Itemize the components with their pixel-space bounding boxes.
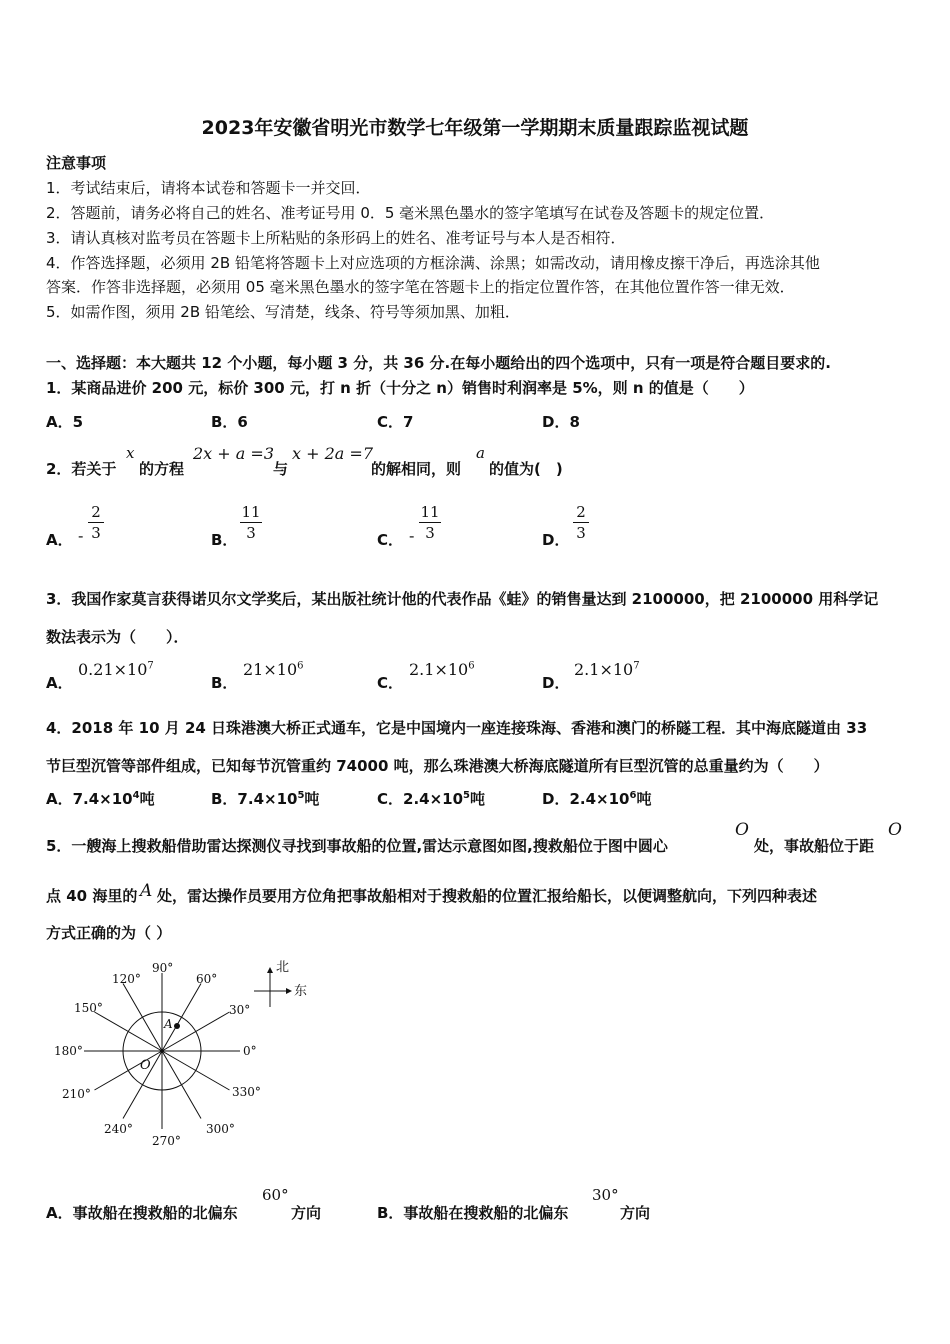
exponent: 6 <box>297 660 304 672</box>
q2-var-x: x <box>126 444 135 462</box>
q3-option-a-value <box>78 660 154 679</box>
question-1-stem: 1．某商品进价 200 元，标价 300 元，打 n 折（十分之 n）销售时利润率是 5%，则 n 的值是（ ） <box>46 379 754 397</box>
ray-210 <box>95 1051 163 1090</box>
q5-option-b-text: B．事故船在搜救船的北偏东 <box>377 1204 569 1222</box>
question-5-stem: 处，雷达操作员要用方位角把事故船相对于搜救船的位置汇报给船长，以便调整航向，下列四种表述 <box>157 887 818 905</box>
q2-stem-part: 的值为( ) <box>489 460 563 478</box>
angle-label: 0° <box>243 1044 257 1058</box>
ray-120 <box>123 984 162 1052</box>
q5-var-o: O <box>735 820 749 840</box>
denominator: 3 <box>425 524 435 542</box>
center-o-label: O <box>140 1058 151 1073</box>
base: 0.21×10 <box>78 660 148 679</box>
q2-option-a-fraction <box>88 503 104 542</box>
q2-option-d-label: D． <box>542 531 570 549</box>
unit: 吨 <box>636 790 652 808</box>
q1-option-d: D．8 <box>542 413 580 431</box>
exponent: 5 <box>463 790 470 801</box>
denominator: 3 <box>246 524 256 542</box>
point-a-label: A <box>164 1017 173 1031</box>
point-a-dot <box>174 1023 180 1029</box>
option-text: A．7.4×10 <box>46 790 133 808</box>
q5-option-a-direction: 方向 <box>291 1204 322 1222</box>
numerator: 11 <box>420 503 440 521</box>
q2-var-a: a <box>476 444 485 462</box>
radar-diagram <box>40 955 330 1155</box>
angle-label: 60° <box>196 972 218 986</box>
numerator: 11 <box>241 503 261 521</box>
option-text: D．2.4×10 <box>542 790 630 808</box>
ray-150 <box>95 1012 163 1051</box>
q1-option-c: C．7 <box>377 413 414 431</box>
question-3-stem: 3．我国作家莫言获得诺贝尔文学奖后，某出版社统计他的代表作品《蛙》的销售量达到 2100000，把 2100000 用科学记 <box>46 590 879 608</box>
unit: 吨 <box>470 790 486 808</box>
angle-label: 330° <box>232 1085 261 1099</box>
q2-option-c-fraction <box>419 503 441 542</box>
unit: 吨 <box>139 790 155 808</box>
exponent: 7 <box>147 660 154 672</box>
question-5-stem: 方式正确的为（ ） <box>46 924 172 942</box>
denominator: 3 <box>576 524 586 542</box>
notice-heading: 注意事项 <box>46 154 107 172</box>
q2-option-c-sign: - <box>409 526 415 545</box>
q1-option-b: B．6 <box>211 413 248 431</box>
exponent: 6 <box>629 790 637 801</box>
base: 2.1×10 <box>409 660 469 679</box>
question-4-stem: 节巨型沉管等部件组成，已知每节沉管重约 74000 吨，那么珠港澳大桥海底隧道所有巨型沉管的总重量约为（ ） <box>46 757 829 775</box>
q2-stem-part: 2．若关于 <box>46 460 117 478</box>
exponent: 7 <box>633 660 640 672</box>
q3-option-c-label: C． <box>377 674 404 692</box>
q3-option-a-label: A． <box>46 674 73 692</box>
q2-option-d-fraction <box>573 503 589 542</box>
q4-option-b <box>211 788 319 809</box>
q4-option-c <box>377 788 485 809</box>
q2-stem-part: 的方程 <box>139 460 185 478</box>
angle-label: 300° <box>206 1122 235 1136</box>
notice-item: 答案．作答非选择题，必须用 05 毫米黑色墨水的签字笔在答题卡上的指定位置作答，在其他位置作答一律无效． <box>46 278 795 296</box>
angle-label: 240° <box>104 1122 133 1136</box>
notice-item: 4．作答选择题，必须用 2B 铅笔将答题卡上对应选项的方框涂满、涂黑；如需改动，请用橡皮擦干净后，再选涂其他 <box>46 254 820 272</box>
section-heading: 一、选择题：本大题共 12 个小题，每小题 3 分，共 36 分.在每小题给出的四个选项中，只有一项是符合题目要求的. <box>46 354 831 372</box>
q3-option-b-value <box>243 660 304 679</box>
exponent: 4 <box>132 790 140 801</box>
q2-option-c-label: C． <box>377 531 404 549</box>
q5-var-a: A <box>140 881 153 901</box>
question-5-stem: 5．一艘海上搜救船借助雷达探测仪寻找到事故船的位置,雷达示意图如图,搜救船位于图中圆心 <box>46 837 668 855</box>
base: 21×10 <box>243 660 298 679</box>
notice-item: 1．考试结束后，请将本试卷和答题卡一并交回． <box>46 179 371 197</box>
option-text: B．7.4×10 <box>211 790 298 808</box>
angle-label: 90° <box>152 961 174 975</box>
angle-label: 180° <box>54 1044 83 1058</box>
angle-label: 150° <box>74 1001 103 1015</box>
q5-option-b-direction: 方向 <box>620 1204 651 1222</box>
angle-label: 210° <box>62 1087 91 1101</box>
ray-330 <box>162 1051 230 1090</box>
question-3-stem: 数法表示为（ ）． <box>46 628 189 646</box>
compass-north-label: 北 <box>276 960 290 975</box>
ray-300 <box>162 1051 201 1119</box>
q5-option-a-text: A．事故船在搜救船的北偏东 <box>46 1204 238 1222</box>
q3-option-c-value <box>409 660 475 679</box>
q2-stem-part: 与 <box>273 460 289 478</box>
q5-option-a-degree: 60° <box>262 1186 289 1204</box>
notice-item: 5．如需作图，须用 2B 铅笔绘、写清楚，线条、符号等须加黑、加粗． <box>46 303 520 321</box>
q3-option-d-label: D． <box>542 674 570 692</box>
notice-item: 2．答题前，请务必将自己的姓名、准考证号用 0．5 毫米黑色墨水的签字笔填写在试卷及答题卡的规定位置． <box>46 204 775 222</box>
numerator: 2 <box>91 503 101 521</box>
page-title: 2023年安徽省明光市数学七年级第一学期期末质量跟踪监视试题 <box>201 117 749 139</box>
q2-stem-part: 的解相同，则 <box>371 460 462 478</box>
angle-label: 120° <box>112 972 141 986</box>
angle-label: 270° <box>152 1134 181 1148</box>
base: 2.1×10 <box>574 660 634 679</box>
q2-equation-2: x + 2a =7 <box>292 444 373 463</box>
unit: 吨 <box>304 790 320 808</box>
question-5-stem: 处，事故船位于距 <box>754 837 875 855</box>
q3-option-b-label: B． <box>211 674 238 692</box>
angle-label: 30° <box>229 1003 251 1017</box>
exponent: 6 <box>468 660 475 672</box>
q4-option-a <box>46 788 155 809</box>
denominator: 3 <box>91 524 101 542</box>
option-text: C．2.4×10 <box>377 790 464 808</box>
q2-option-a-label: A． <box>46 531 73 549</box>
numerator: 2 <box>576 503 586 521</box>
notice-item: 3．请认真核对监考员在答题卡上所粘贴的条形码上的姓名、准考证号与本人是否相符． <box>46 229 626 247</box>
q2-option-a-sign: - <box>78 526 84 545</box>
exponent: 5 <box>297 790 305 801</box>
question-4-stem: 4．2018 年 10 月 24 日珠港澳大桥正式通车，它是中国境内一座连接珠海、香港和澳门的桥隧工程．其中海底隧道由 33 <box>46 719 868 737</box>
q4-option-d <box>542 788 651 809</box>
question-5-stem: 点 40 海里的 <box>46 887 138 905</box>
q5-option-b-degree: 30° <box>592 1186 619 1204</box>
q2-equation-1: 2x + a =3 <box>193 444 274 463</box>
q2-option-b-fraction <box>240 503 262 542</box>
q1-option-a: A．5 <box>46 413 84 431</box>
q5-var-o: O <box>888 820 902 840</box>
compass-east-arrow <box>286 988 292 994</box>
q2-option-b-label: B． <box>211 531 238 549</box>
q3-option-d-value <box>574 660 640 679</box>
compass-north-arrow <box>267 967 273 973</box>
compass-east-label: 东 <box>294 984 308 999</box>
